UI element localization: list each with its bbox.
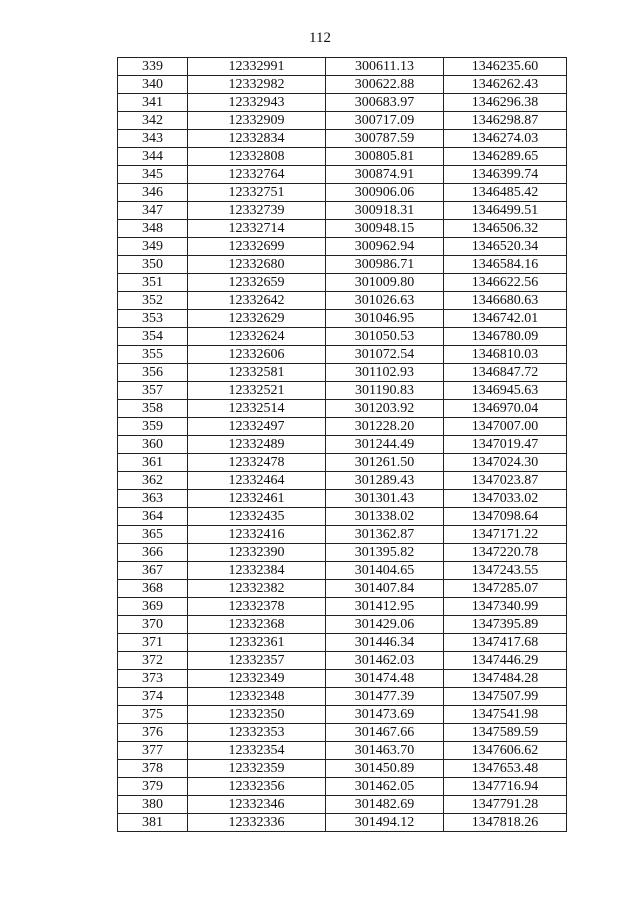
id-cell: 12332350 [188, 706, 326, 724]
id-cell: 12332390 [188, 544, 326, 562]
x-coordinate-cell: 301412.95 [326, 598, 444, 616]
id-cell: 12332357 [188, 652, 326, 670]
y-coordinate-cell: 1346262.43 [444, 76, 567, 94]
y-coordinate-cell: 1347791.28 [444, 796, 567, 814]
table-row [118, 166, 567, 184]
id-cell: 12332629 [188, 310, 326, 328]
table-row [118, 292, 567, 310]
row-number-cell: 357 [118, 382, 188, 400]
row-number-cell: 347 [118, 202, 188, 220]
x-coordinate-cell: 300986.71 [326, 256, 444, 274]
x-coordinate-cell: 301474.48 [326, 670, 444, 688]
x-coordinate-cell: 301289.43 [326, 472, 444, 490]
id-cell: 12332834 [188, 130, 326, 148]
row-number-cell: 351 [118, 274, 188, 292]
x-coordinate-cell: 301244.49 [326, 436, 444, 454]
y-coordinate-cell: 1346680.63 [444, 292, 567, 310]
y-coordinate-cell: 1347653.48 [444, 760, 567, 778]
id-cell: 12332624 [188, 328, 326, 346]
table-row [118, 310, 567, 328]
row-number-cell: 355 [118, 346, 188, 364]
x-coordinate-cell: 301462.05 [326, 778, 444, 796]
id-cell: 12332751 [188, 184, 326, 202]
x-coordinate-cell: 300948.15 [326, 220, 444, 238]
x-coordinate-cell: 301102.93 [326, 364, 444, 382]
y-coordinate-cell: 1346399.74 [444, 166, 567, 184]
table-row [118, 706, 567, 724]
id-cell: 12332714 [188, 220, 326, 238]
x-coordinate-cell: 300787.59 [326, 130, 444, 148]
id-cell: 12332478 [188, 454, 326, 472]
table-row [118, 76, 567, 94]
row-number-cell: 349 [118, 238, 188, 256]
row-number-cell: 343 [118, 130, 188, 148]
y-coordinate-cell: 1346970.04 [444, 400, 567, 418]
row-number-cell: 364 [118, 508, 188, 526]
y-coordinate-cell: 1347589.59 [444, 724, 567, 742]
x-coordinate-cell: 301050.53 [326, 328, 444, 346]
table-row [118, 760, 567, 778]
x-coordinate-cell: 301463.70 [326, 742, 444, 760]
y-coordinate-cell: 1346622.56 [444, 274, 567, 292]
table-row [118, 472, 567, 490]
row-number-cell: 367 [118, 562, 188, 580]
y-coordinate-cell: 1346584.16 [444, 256, 567, 274]
id-cell: 12332464 [188, 472, 326, 490]
x-coordinate-cell: 300805.81 [326, 148, 444, 166]
row-number-cell: 372 [118, 652, 188, 670]
x-coordinate-cell: 300906.06 [326, 184, 444, 202]
id-cell: 12332336 [188, 814, 326, 832]
table-row [118, 526, 567, 544]
table-row [118, 598, 567, 616]
row-number-cell: 376 [118, 724, 188, 742]
id-cell: 12332680 [188, 256, 326, 274]
x-coordinate-cell: 300622.88 [326, 76, 444, 94]
table-row [118, 436, 567, 454]
row-number-cell: 363 [118, 490, 188, 508]
table-row [118, 670, 567, 688]
row-number-cell: 370 [118, 616, 188, 634]
table-row [118, 148, 567, 166]
x-coordinate-cell: 300683.97 [326, 94, 444, 112]
table-row [118, 184, 567, 202]
table-row [118, 490, 567, 508]
y-coordinate-cell: 1346742.01 [444, 310, 567, 328]
table-row [118, 652, 567, 670]
x-coordinate-cell: 301482.69 [326, 796, 444, 814]
table-row [118, 508, 567, 526]
id-cell: 12332699 [188, 238, 326, 256]
id-cell: 12332354 [188, 742, 326, 760]
x-coordinate-cell: 301407.84 [326, 580, 444, 598]
y-coordinate-cell: 1347818.26 [444, 814, 567, 832]
y-coordinate-cell: 1347243.55 [444, 562, 567, 580]
row-number-cell: 359 [118, 418, 188, 436]
table-row [118, 238, 567, 256]
x-coordinate-cell: 301026.63 [326, 292, 444, 310]
x-coordinate-cell: 301477.39 [326, 688, 444, 706]
x-coordinate-cell: 301494.12 [326, 814, 444, 832]
page-number: 112 [309, 30, 331, 46]
table-row [118, 814, 567, 832]
table-row [118, 364, 567, 382]
y-coordinate-cell: 1347606.62 [444, 742, 567, 760]
x-coordinate-cell: 301362.87 [326, 526, 444, 544]
table-row [118, 724, 567, 742]
table-row [118, 778, 567, 796]
id-cell: 12332497 [188, 418, 326, 436]
table-row [118, 400, 567, 418]
id-cell: 12332361 [188, 634, 326, 652]
y-coordinate-cell: 1346274.03 [444, 130, 567, 148]
x-coordinate-cell: 300717.09 [326, 112, 444, 130]
table-row [118, 346, 567, 364]
x-coordinate-cell: 301190.83 [326, 382, 444, 400]
table-row [118, 742, 567, 760]
x-coordinate-cell: 301462.03 [326, 652, 444, 670]
row-number-cell: 341 [118, 94, 188, 112]
row-number-cell: 365 [118, 526, 188, 544]
y-coordinate-cell: 1346296.38 [444, 94, 567, 112]
y-coordinate-cell: 1346945.63 [444, 382, 567, 400]
id-cell: 12332461 [188, 490, 326, 508]
y-coordinate-cell: 1346289.65 [444, 148, 567, 166]
id-cell: 12332909 [188, 112, 326, 130]
row-number-cell: 345 [118, 166, 188, 184]
id-cell: 12332349 [188, 670, 326, 688]
y-coordinate-cell: 1347007.00 [444, 418, 567, 436]
y-coordinate-cell: 1347417.68 [444, 634, 567, 652]
table-body [118, 58, 567, 832]
id-cell: 12332991 [188, 58, 326, 76]
table-row [118, 58, 567, 76]
table-row [118, 634, 567, 652]
row-number-cell: 356 [118, 364, 188, 382]
table-row [118, 688, 567, 706]
id-cell: 12332982 [188, 76, 326, 94]
x-coordinate-cell: 301467.66 [326, 724, 444, 742]
y-coordinate-cell: 1346520.34 [444, 238, 567, 256]
id-cell: 12332416 [188, 526, 326, 544]
row-number-cell: 344 [118, 148, 188, 166]
x-coordinate-cell: 301450.89 [326, 760, 444, 778]
y-coordinate-cell: 1347446.29 [444, 652, 567, 670]
y-coordinate-cell: 1347220.78 [444, 544, 567, 562]
row-number-cell: 342 [118, 112, 188, 130]
x-coordinate-cell: 301261.50 [326, 454, 444, 472]
table-row [118, 274, 567, 292]
x-coordinate-cell: 301395.82 [326, 544, 444, 562]
y-coordinate-cell: 1346780.09 [444, 328, 567, 346]
y-coordinate-cell: 1347019.47 [444, 436, 567, 454]
y-coordinate-cell: 1346298.87 [444, 112, 567, 130]
table-row [118, 94, 567, 112]
row-number-cell: 379 [118, 778, 188, 796]
id-cell: 12332382 [188, 580, 326, 598]
y-coordinate-cell: 1346847.72 [444, 364, 567, 382]
row-number-cell: 346 [118, 184, 188, 202]
y-coordinate-cell: 1346235.60 [444, 58, 567, 76]
table-row [118, 454, 567, 472]
row-number-cell: 339 [118, 58, 188, 76]
y-coordinate-cell: 1347507.99 [444, 688, 567, 706]
y-coordinate-cell: 1347541.98 [444, 706, 567, 724]
id-cell: 12332359 [188, 760, 326, 778]
id-cell: 12332378 [188, 598, 326, 616]
id-cell: 12332514 [188, 400, 326, 418]
row-number-cell: 360 [118, 436, 188, 454]
id-cell: 12332606 [188, 346, 326, 364]
y-coordinate-cell: 1347024.30 [444, 454, 567, 472]
y-coordinate-cell: 1347484.28 [444, 670, 567, 688]
id-cell: 12332943 [188, 94, 326, 112]
row-number-cell: 368 [118, 580, 188, 598]
row-number-cell: 354 [118, 328, 188, 346]
id-cell: 12332521 [188, 382, 326, 400]
table-row [118, 616, 567, 634]
x-coordinate-cell: 300962.94 [326, 238, 444, 256]
row-number-cell: 361 [118, 454, 188, 472]
id-cell: 12332739 [188, 202, 326, 220]
table-row [118, 256, 567, 274]
row-number-cell: 380 [118, 796, 188, 814]
row-number-cell: 348 [118, 220, 188, 238]
id-cell: 12332489 [188, 436, 326, 454]
id-cell: 12332764 [188, 166, 326, 184]
table-row [118, 562, 567, 580]
id-cell: 12332368 [188, 616, 326, 634]
table-row [118, 382, 567, 400]
x-coordinate-cell: 300918.31 [326, 202, 444, 220]
x-coordinate-cell: 301228.20 [326, 418, 444, 436]
y-coordinate-cell: 1347033.02 [444, 490, 567, 508]
row-number-cell: 375 [118, 706, 188, 724]
row-number-cell: 377 [118, 742, 188, 760]
x-coordinate-cell: 301046.95 [326, 310, 444, 328]
id-cell: 12332353 [188, 724, 326, 742]
id-cell: 12332642 [188, 292, 326, 310]
coordinate-table [117, 57, 567, 832]
table-row [118, 130, 567, 148]
x-coordinate-cell: 301338.02 [326, 508, 444, 526]
table-row [118, 202, 567, 220]
x-coordinate-cell: 301446.34 [326, 634, 444, 652]
row-number-cell: 381 [118, 814, 188, 832]
x-coordinate-cell: 301429.06 [326, 616, 444, 634]
row-number-cell: 350 [118, 256, 188, 274]
table-row [118, 220, 567, 238]
y-coordinate-cell: 1346499.51 [444, 202, 567, 220]
row-number-cell: 371 [118, 634, 188, 652]
row-number-cell: 352 [118, 292, 188, 310]
x-coordinate-cell: 301404.65 [326, 562, 444, 580]
row-number-cell: 340 [118, 76, 188, 94]
table-row [118, 328, 567, 346]
table-row [118, 418, 567, 436]
table-row [118, 112, 567, 130]
id-cell: 12332346 [188, 796, 326, 814]
id-cell: 12332348 [188, 688, 326, 706]
row-number-cell: 353 [118, 310, 188, 328]
row-number-cell: 362 [118, 472, 188, 490]
x-coordinate-cell: 300874.91 [326, 166, 444, 184]
id-cell: 12332659 [188, 274, 326, 292]
id-cell: 12332356 [188, 778, 326, 796]
x-coordinate-cell: 301072.54 [326, 346, 444, 364]
y-coordinate-cell: 1347340.99 [444, 598, 567, 616]
x-coordinate-cell: 301301.43 [326, 490, 444, 508]
row-number-cell: 366 [118, 544, 188, 562]
x-coordinate-cell: 301203.92 [326, 400, 444, 418]
y-coordinate-cell: 1347395.89 [444, 616, 567, 634]
x-coordinate-cell: 301009.80 [326, 274, 444, 292]
y-coordinate-cell: 1347023.87 [444, 472, 567, 490]
id-cell: 12332435 [188, 508, 326, 526]
row-number-cell: 374 [118, 688, 188, 706]
row-number-cell: 378 [118, 760, 188, 778]
y-coordinate-cell: 1346810.03 [444, 346, 567, 364]
y-coordinate-cell: 1347098.64 [444, 508, 567, 526]
table-row [118, 796, 567, 814]
row-number-cell: 358 [118, 400, 188, 418]
y-coordinate-cell: 1347285.07 [444, 580, 567, 598]
id-cell: 12332808 [188, 148, 326, 166]
id-cell: 12332384 [188, 562, 326, 580]
y-coordinate-cell: 1347716.94 [444, 778, 567, 796]
id-cell: 12332581 [188, 364, 326, 382]
y-coordinate-cell: 1347171.22 [444, 526, 567, 544]
table-row [118, 544, 567, 562]
y-coordinate-cell: 1346506.32 [444, 220, 567, 238]
row-number-cell: 373 [118, 670, 188, 688]
table-row [118, 580, 567, 598]
y-coordinate-cell: 1346485.42 [444, 184, 567, 202]
row-number-cell: 369 [118, 598, 188, 616]
x-coordinate-cell: 301473.69 [326, 706, 444, 724]
x-coordinate-cell: 300611.13 [326, 58, 444, 76]
